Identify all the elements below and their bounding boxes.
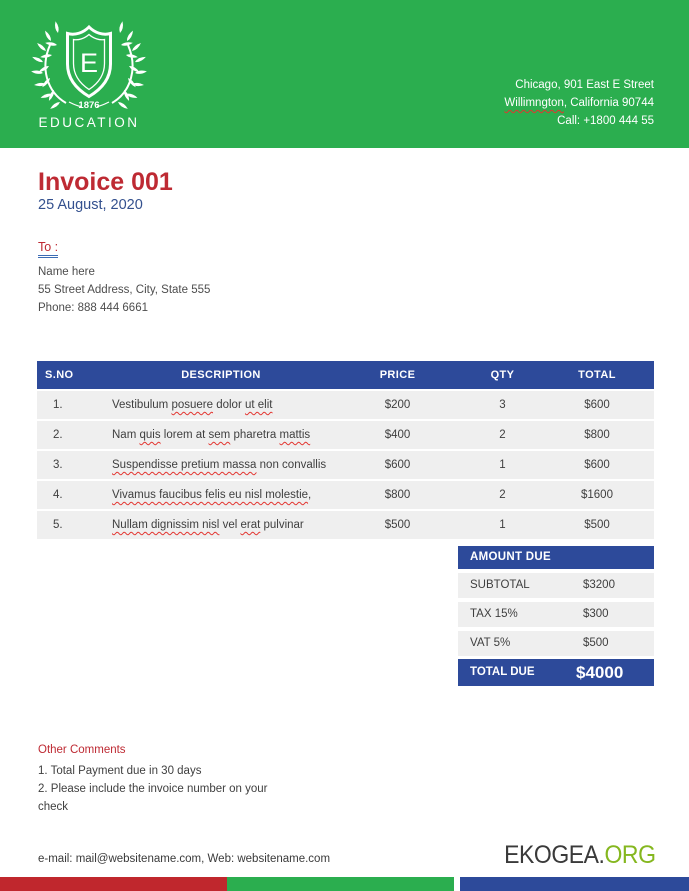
total-due-label: TOTAL DUE — [470, 666, 535, 678]
text-segment: lorem at — [160, 429, 209, 441]
comments-title: Other Comments — [38, 744, 126, 756]
text-segment: non convallis — [256, 459, 327, 471]
misspelled-text: sem — [208, 429, 231, 441]
misspelled-text: Willimngton — [504, 97, 564, 109]
cell-price: $200 — [384, 399, 411, 411]
cell-sno: 4. — [53, 489, 63, 501]
header-band — [0, 0, 689, 148]
brand-suffix: ORG — [603, 841, 655, 869]
misspelled-text: Suspendisse pretium massa — [112, 459, 257, 471]
table-row — [37, 421, 654, 449]
table-row — [37, 391, 654, 419]
brand-logo — [504, 841, 655, 870]
items-table — [37, 361, 654, 539]
cell-total: $600 — [584, 459, 610, 471]
misspelled-text: ut elit — [244, 399, 273, 411]
text-segment: pharetra — [230, 429, 280, 441]
comment-line: 1. Total Payment due in 30 days — [38, 765, 202, 777]
company-address-line — [504, 76, 654, 94]
bill-to-label: To : — [38, 240, 58, 258]
amount-due-rows — [458, 573, 654, 656]
col-qty-header: QTY — [490, 369, 515, 381]
footer-bar-blue — [460, 877, 689, 891]
summary-label: SUBTOTAL — [470, 579, 530, 591]
logo-label: EDUCATION — [38, 115, 140, 130]
items-table-body — [37, 391, 654, 539]
cell-description — [112, 519, 330, 531]
cell-description — [112, 429, 330, 441]
summary-row — [458, 573, 654, 598]
cell-total: $1600 — [581, 489, 613, 501]
misspelled-text: posuere — [171, 399, 214, 411]
total-due-value: $4000 — [576, 663, 624, 682]
company-address — [504, 76, 654, 130]
company-address-line — [504, 94, 654, 112]
summary-value: $500 — [583, 637, 609, 649]
summary-value: $3200 — [583, 579, 615, 591]
cell-qty: 2 — [499, 429, 506, 441]
comment-line: 2. Please include the invoice number on your — [38, 783, 268, 795]
amount-due-title: AMOUNT DUE — [458, 546, 654, 569]
total-due-row — [458, 659, 654, 686]
cell-price: $400 — [384, 429, 411, 441]
footer-bar-red — [0, 877, 227, 891]
misspelled-text: mattis — [279, 429, 311, 441]
cell-description — [112, 459, 330, 471]
text-segment: dolor — [213, 399, 245, 411]
cell-qty: 1 — [499, 519, 506, 531]
col-total-header: TOTAL — [578, 369, 616, 381]
summary-label: TAX 15% — [470, 608, 518, 620]
cell-sno: 1. — [53, 399, 63, 411]
invoice-date: 25 August, 2020 — [38, 197, 143, 213]
text-segment: pulvinar — [260, 519, 304, 531]
cell-price: $800 — [384, 489, 411, 501]
comments-lines — [38, 762, 268, 798]
footer-contact: e-mail: mail@websitename.com, Web: websitename.com — [38, 853, 331, 865]
summary-value: $300 — [583, 608, 609, 620]
col-sno-header: S.NO — [45, 369, 74, 381]
misspelled-text: erat — [240, 519, 261, 531]
col-desc-header: DESCRIPTION — [181, 369, 261, 381]
cell-total: $800 — [584, 429, 610, 441]
cell-description — [112, 489, 330, 501]
cell-price: $600 — [384, 459, 411, 471]
bill-to-street: 55 Street Address, City, State 555 — [38, 284, 211, 297]
shield-laurel-icon — [33, 20, 145, 111]
table-row — [37, 481, 654, 509]
text-segment: Chicago, 901 East E Street — [515, 79, 654, 91]
cell-qty: 2 — [499, 489, 506, 501]
cell-total: $600 — [584, 399, 610, 411]
items-table-header — [37, 361, 654, 389]
footer-bar-green — [227, 877, 454, 891]
text-segment: Nam — [112, 429, 140, 441]
summary-row — [458, 631, 654, 656]
text-segment: Call: +1800 444 55 — [557, 115, 654, 127]
cell-sno: 2. — [53, 429, 63, 441]
amount-due-box — [458, 546, 654, 686]
bill-to-phone: Phone: 888 444 6661 — [38, 302, 148, 315]
text-segment: , California 90744 — [563, 97, 654, 109]
cell-qty: 1 — [499, 459, 506, 471]
col-price-header: PRICE — [379, 369, 416, 381]
misspelled-text: Vivamus faucibus felis eu nisl molestie — [112, 489, 309, 501]
bill-to-block — [38, 263, 210, 318]
clipped-comment-line: check — [38, 801, 69, 813]
misspelled-text: Nullam dignissim nisl — [112, 519, 220, 531]
education-logo — [33, 20, 145, 130]
text-segment: Vestibulum — [112, 399, 172, 411]
company-address-line — [504, 112, 654, 130]
svg-text:1876: 1876 — [78, 100, 100, 111]
bill-to-name: Name here — [38, 266, 95, 278]
cell-qty: 3 — [499, 399, 506, 411]
text-segment: , — [308, 489, 312, 501]
cell-sno: 5. — [53, 519, 63, 531]
cell-sno: 3. — [53, 459, 63, 471]
summary-row — [458, 602, 654, 627]
text-segment: vel — [219, 519, 241, 531]
cell-description — [112, 399, 330, 411]
table-row — [37, 451, 654, 479]
misspelled-text: quis — [139, 429, 161, 441]
cell-price: $500 — [384, 519, 411, 531]
brand-main: EKOGEA. — [503, 841, 604, 869]
other-comments — [38, 741, 268, 813]
summary-label: VAT 5% — [470, 637, 511, 649]
svg-text:E: E — [79, 48, 99, 78]
invoice-title: Invoice 001 — [38, 168, 173, 196]
cell-total: $500 — [584, 519, 610, 531]
table-row — [37, 511, 654, 539]
